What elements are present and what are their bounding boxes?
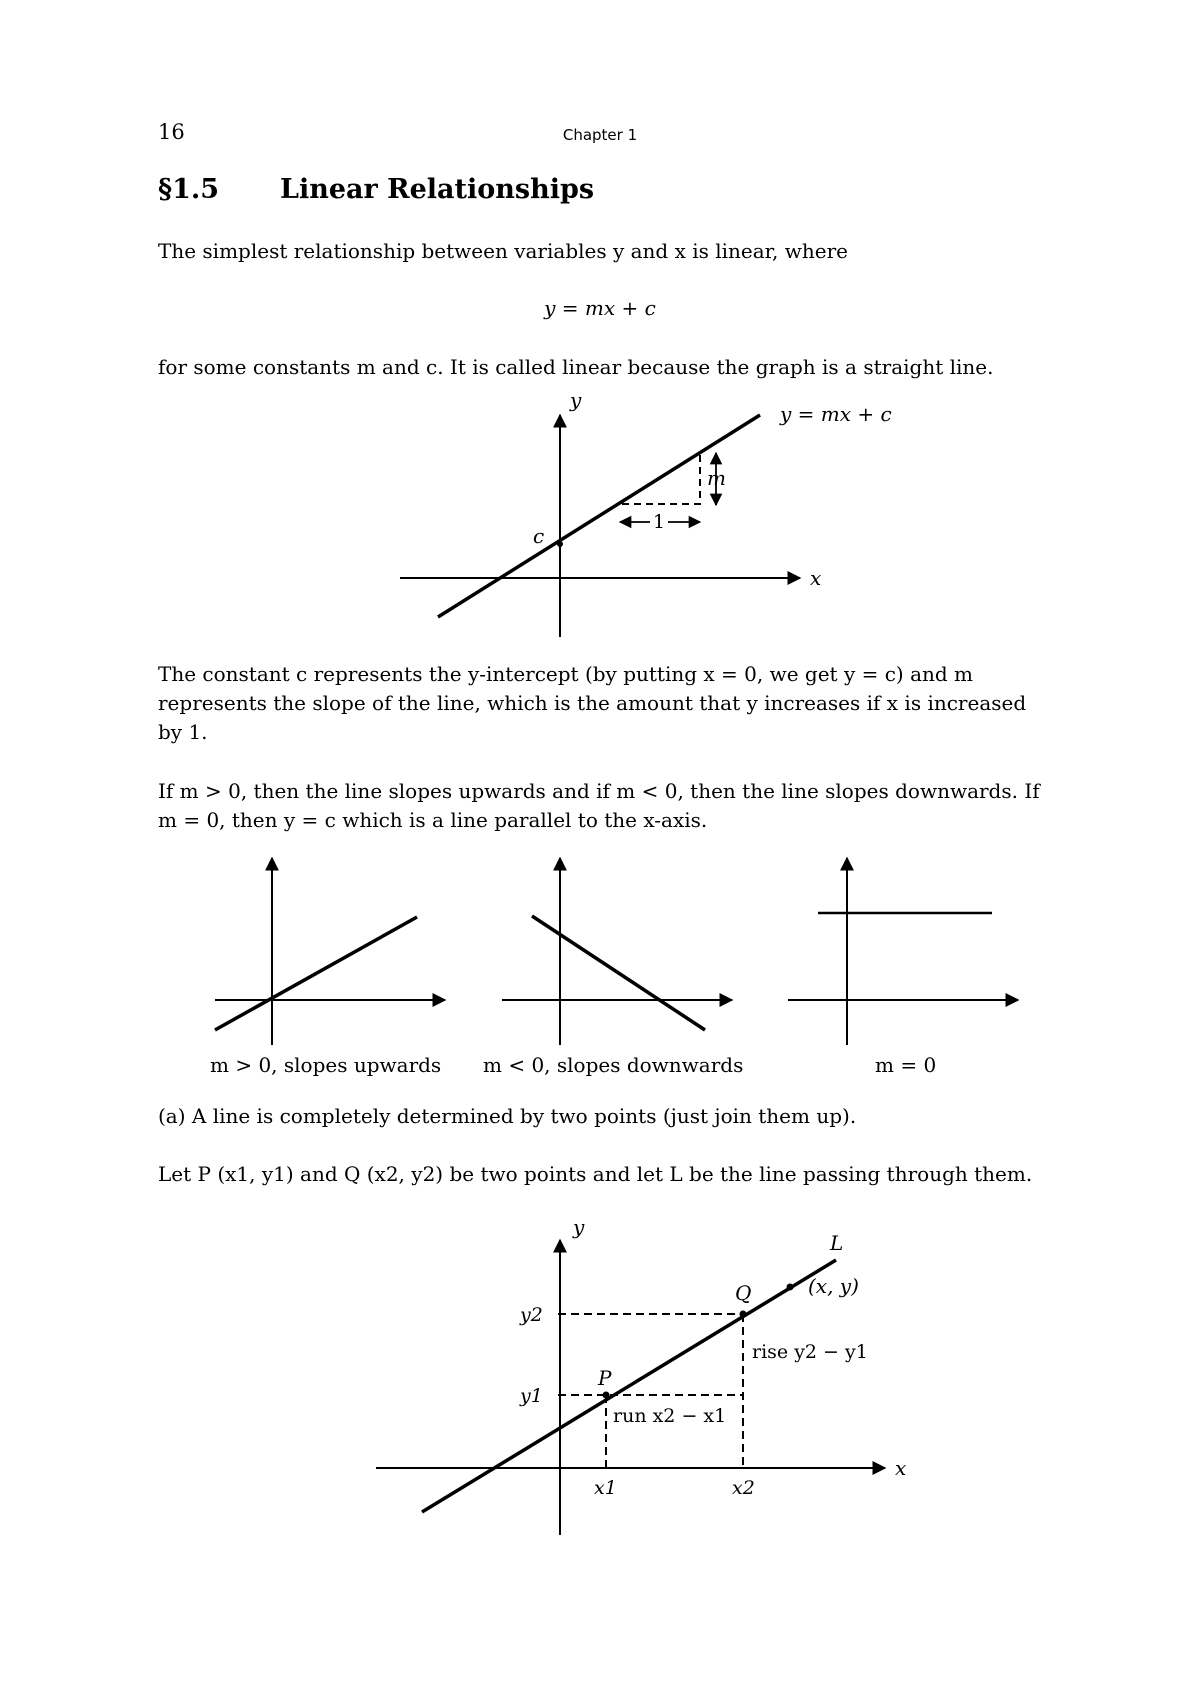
graph-down-line [532,916,705,1030]
line-L [422,1260,836,1512]
run-label: 1 [653,511,666,533]
x-axis-label: x [810,566,822,590]
page-number: 16 [158,120,185,144]
run-label: run x2 − x1 [613,1405,727,1427]
paragraph-constants: for some constants m and c. It is called linear because the graph is a straight line. [158,355,994,379]
P-label: P [598,1366,612,1390]
y-axis-label: y [573,1215,585,1239]
line-label: y = mx + c [780,402,892,426]
caption-slopes-upwards: m > 0, slopes upwards [210,1053,442,1077]
Q-label: Q [735,1281,752,1305]
rise-label: rise y2 − y1 [752,1341,868,1363]
x1-label: x1 [594,1477,617,1499]
y-axis-label: y [570,388,582,412]
line-L-label: L [830,1231,844,1255]
section-number: §1.5 [158,174,220,205]
intercept-label: c [533,524,545,548]
rise-label: m [707,466,726,490]
intercept-point [557,541,563,547]
x-axis-label: x [895,1456,907,1480]
y1-label: y1 [520,1385,543,1407]
paragraph-intercept: The constant c represents the y-intercept (by putting x = 0, we get y = c) and m represents the slope of the line, which is the amount that y increases if x is increased by 1. [158,662,1027,744]
figure-linear-graph [0,385,1200,650]
paragraph-intro: The simplest relationship between variables y and x is linear, where [158,239,848,263]
point-xy [787,1284,794,1291]
paragraph-two-points: (a) A line is completely determined by two points (just join them up). [158,1104,857,1128]
graph-up-line [215,917,417,1030]
point-P [603,1392,610,1399]
y2-label: y2 [520,1304,543,1326]
caption-zero-slope: m = 0 [875,1053,937,1077]
figure-two-point-line [0,1210,1200,1545]
paragraph-let-pq: Let P (x1, y1) and Q (x2, y2) be two points and let L be the line passing through them. [158,1162,1033,1186]
x2-label: x2 [732,1477,755,1499]
paragraph-slope-sign: If m > 0, then the line slopes upwards and if m < 0, then the line slopes downwards. If m = 0, then y = c which is a line parallel to the x-axis. [158,779,1040,832]
figure-slope-cases [0,850,1200,1095]
point-Q [740,1311,747,1318]
display-equation: y = mx + c [544,296,656,320]
running-head: Chapter 1 [562,126,638,144]
section-title: Linear Relationships [280,174,595,205]
point-xy-label: (x, y) [808,1274,859,1298]
line-y-mx-c [438,415,760,617]
caption-slopes-downwards: m < 0, slopes downwards [483,1053,744,1077]
